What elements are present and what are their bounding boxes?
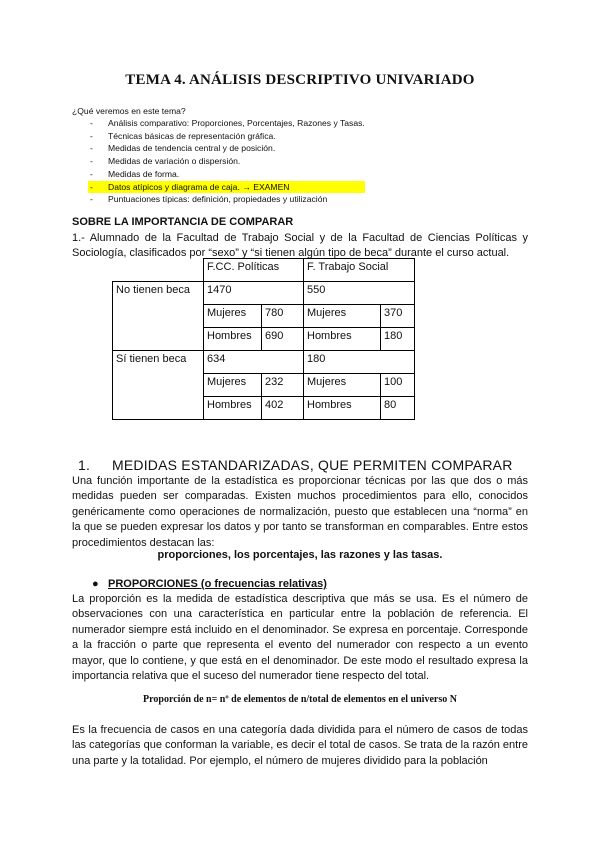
list-item: - Técnicas básicas de representación gráfica.	[88, 130, 365, 143]
section-number: 1.	[78, 457, 91, 473]
table-cell: 180	[304, 351, 415, 374]
table-cell: 100	[381, 374, 415, 397]
table-cell: 550	[304, 282, 415, 305]
highlighted-terms: proporciones, los porcentajes, las razones y las tasas.	[157, 549, 443, 561]
table-cell: 80	[381, 397, 415, 420]
table-cell: 1470	[204, 282, 304, 305]
table-cell: 180	[381, 328, 415, 351]
table-cell: 780	[262, 305, 304, 328]
table-cell: Mujeres	[304, 305, 381, 328]
table-cell: 690	[262, 328, 304, 351]
example-paragraph: 1.- Alumnado de la Facultad de Trabajo Social y de la Facultad de Ciencias Políticas y Sociología, clasificados por “sexo” y “si tienen algún tipo de beca” durante el curso actual.	[72, 232, 528, 260]
table-cell: Mujeres	[204, 305, 262, 328]
table-cell: Hombres	[204, 328, 262, 351]
row-label: Sí tienen beca	[113, 351, 204, 420]
section-heading	[78, 457, 513, 473]
table-cell: Hombres	[304, 328, 381, 351]
table-header: F. Trabajo Social	[304, 259, 415, 282]
table-row	[113, 282, 415, 305]
table-cell: Hombres	[304, 397, 381, 420]
topics-list	[88, 117, 365, 206]
proporciones-heading: ● PROPORCIONES (o frecuencias relativas)	[92, 578, 327, 590]
table-cell: 402	[262, 397, 304, 420]
bullet-icon: ●	[92, 578, 99, 590]
list-item-highlighted: - Datos atípicos y diagrama de caja. → EXAMEN	[88, 181, 365, 194]
list-item: - Medidas de variación o dispersión.	[88, 155, 365, 168]
list-item: - Análisis comparativo: Proporciones, Porcentajes, Razones y Tasas.	[88, 117, 365, 130]
table-row	[113, 259, 415, 282]
row-label: No tienen beca	[113, 282, 204, 351]
section-paragraph: Una función importante de la estadística es proporcionar técnicas por las que dos o más medidas pueden ser comparadas. Existen muchos procedimientos para ello, conocidos genéricamente como operaciones de normalización, puesto que establecen una “norma” en la que se pueden expresar los datos y por tanto se transforman en comparables. Entre estos procedimientos destacan las:	[72, 475, 528, 549]
list-item: - Medidas de forma.	[88, 168, 365, 181]
closing-paragraph: Es la frecuencia de casos en una categoría dada dividida para el número de casos de todas las categorías que conforman la variable, es decir el total de casos. Se trata de la razón entre una parte y la totalidad. Por ejemplo, el número de mujeres dividido para la población	[72, 724, 528, 767]
table-header: F.CC. Políticas	[204, 259, 304, 282]
table-row	[113, 351, 415, 374]
table-cell: Mujeres	[304, 374, 381, 397]
document-title: TEMA 4. ANÁLISIS DESCRIPTIVO UNIVARIADO	[125, 72, 475, 88]
intro-question: ¿Qué veremos en este tema?	[72, 106, 186, 116]
table-cell: Hombres	[204, 397, 262, 420]
importance-heading: SOBRE LA IMPORTANCIA DE COMPARAR	[72, 216, 294, 228]
formula: Proporción de n= nº de elementos de n/total de elementos en el universo N	[143, 694, 457, 705]
proporciones-paragraph: La proporción es la medida de estadística descriptiva que más se usa. Es el número de observaciones con una característica en particular entre la población de referencia. El numerador siempre está incluido en el denominador. Se expresa en porcentaje. Corresponde a la fracción o parte que representa el evento del numerador con respecto a un evento mayor, que lo contiene, y que está en el denominador. De este modo el resultado expresa la importancia relativa que el suceso del numerador tiene respecto del total.	[72, 593, 528, 683]
section-title: MEDIDAS ESTANDARIZADAS, QUE PERMITEN COMPARAR	[112, 457, 513, 473]
list-item: - Medidas de tendencia central y de posición.	[88, 142, 365, 155]
table-cell: 232	[262, 374, 304, 397]
table-cell: 634	[204, 351, 304, 374]
table-cell: Mujeres	[204, 374, 262, 397]
table-cell: 370	[381, 305, 415, 328]
list-item: - Puntuaciones típicas: definición, propiedades y utilización	[88, 193, 365, 206]
scholarship-table	[112, 258, 415, 420]
